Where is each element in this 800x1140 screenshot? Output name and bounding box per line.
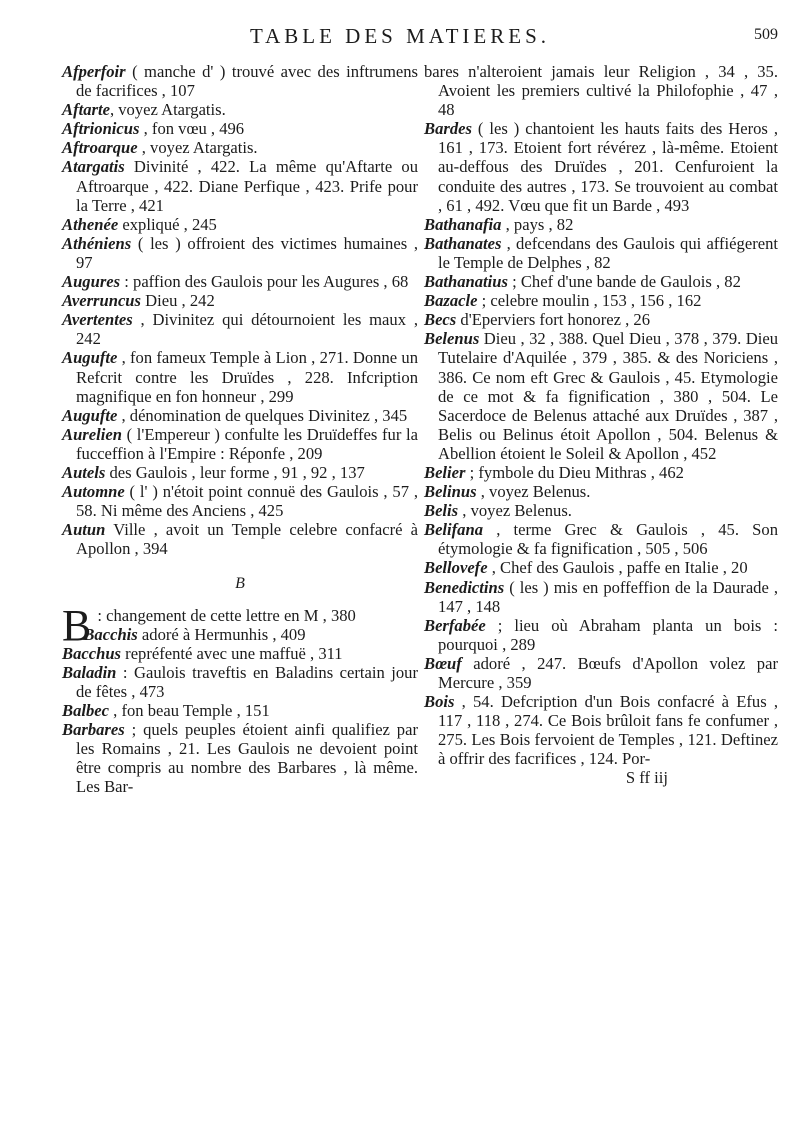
index-entry bbox=[62, 520, 418, 558]
index-entry bbox=[424, 119, 778, 214]
entry-text: , voyez Atargatis. bbox=[109, 100, 226, 120]
entry-text: ( les ) offroient des victimes humaines , 97 bbox=[76, 233, 418, 272]
entry-text: Dieu , 242 bbox=[141, 291, 215, 311]
index-entry bbox=[62, 348, 418, 405]
index-entry bbox=[62, 234, 418, 272]
entry-headword: Bellovefe bbox=[424, 558, 488, 578]
entry-headword: Becs bbox=[424, 310, 457, 330]
entry-text: , fon vœu , 496 bbox=[139, 119, 245, 139]
index-entry bbox=[424, 616, 778, 654]
page-header bbox=[0, 24, 800, 56]
entry-headword: Bacchis bbox=[83, 624, 138, 644]
index-entry bbox=[62, 215, 418, 234]
entry-headword: Barbares bbox=[62, 720, 125, 740]
index-entry bbox=[62, 625, 418, 644]
entry-headword: Baladin bbox=[62, 662, 117, 682]
left-entries-b bbox=[62, 625, 418, 797]
entry-text: expliqué , 245 bbox=[118, 214, 217, 234]
entry-text: ; quels peuples étoient ainfi qualifiez par les Romains , 21. Les Gaulois ne devoient point être compris au nombre des Barbares , là même. Les Bar- bbox=[76, 720, 418, 797]
index-entry bbox=[62, 291, 418, 310]
entry-text: des Gaulois , leur forme , 91 , 92 , 137 bbox=[105, 462, 365, 482]
entry-headword: Bœuf bbox=[424, 653, 462, 673]
entry-headword: Belifana bbox=[424, 520, 484, 540]
left-column bbox=[62, 62, 418, 796]
entry-text: , voyez Atargatis. bbox=[137, 138, 258, 158]
entry-text: , Divinitez qui détournoient les maux , 242 bbox=[76, 310, 418, 349]
index-entry bbox=[62, 663, 418, 701]
index-entry bbox=[424, 310, 778, 329]
entry-text: adoré , 247. Bœufs d'Apollon volez par Mercure , 359 bbox=[438, 653, 778, 692]
index-entry bbox=[424, 482, 778, 501]
index-entry bbox=[424, 692, 778, 768]
entry-text: ; lieu où Abraham planta un bois : pourquoi , 289 bbox=[438, 615, 778, 654]
index-entry bbox=[424, 558, 778, 577]
index-entry bbox=[424, 501, 778, 520]
index-entry bbox=[62, 406, 418, 425]
entry-text: , voyez Belenus. bbox=[458, 501, 572, 521]
entry-headword: Autels bbox=[62, 462, 106, 482]
entry-text: ; celebre moulin , 153 , 156 , 162 bbox=[477, 291, 702, 311]
entry-text: , fon fameux Temple à Lion , 271. Donne un Refcrit contre les Druïdes , 228. Infcription magnifique en fon honneur , 299 bbox=[76, 348, 418, 406]
right-entries bbox=[424, 62, 778, 768]
entry-text: , pays , 82 bbox=[501, 214, 574, 234]
right-column bbox=[424, 62, 778, 788]
entry-text: , fon beau Temple , 151 bbox=[109, 701, 270, 720]
entry-headword: Bathanates bbox=[424, 233, 502, 253]
index-entry bbox=[424, 654, 778, 692]
entry-text: bares n'alteroient jamais leur Religion , 34 , 35. Avoient les premiers cultivé la Philofophie , 47 , 48 bbox=[424, 62, 778, 120]
index-entry bbox=[424, 578, 778, 616]
index-entry bbox=[424, 62, 778, 119]
entry-headword: Automne bbox=[62, 482, 125, 502]
entry-headword: Belier bbox=[424, 462, 466, 482]
running-title: TABLE DES MATIERES. bbox=[249, 24, 551, 48]
entry-text: , Chef des Gaulois , paffe en Italie , 20 bbox=[487, 558, 748, 578]
entry-headword: Augufte bbox=[62, 405, 118, 425]
index-entry bbox=[62, 62, 418, 100]
index-entry bbox=[62, 272, 418, 291]
entry-headword: Belenus bbox=[424, 329, 480, 349]
entry-headword: Bardes bbox=[424, 119, 472, 139]
index-entry bbox=[62, 701, 418, 720]
entry-text: , defcendans des Gaulois qui affiégerent le Temple de Delphes , 82 bbox=[438, 233, 778, 272]
entry-headword: Bathanatius bbox=[424, 272, 508, 292]
index-entry bbox=[424, 520, 778, 558]
index-entry bbox=[62, 100, 418, 119]
entry-text: repréfenté avec une maffuë , 311 bbox=[121, 643, 343, 663]
entry-headword: Aftroarque bbox=[62, 138, 138, 158]
entry-text: Ville , avoit un Temple celebre confacré à Apollon , 394 bbox=[76, 520, 418, 559]
entry-text: ( les ) chantoient les hauts faits des Heros , 161 , 173. Etoient fort révérez , là-même. Etoient au-deffous des Druïdes , 201. Cenfuroient la conduite des autres , 173. Se trouvoient au combat , 61 , 492. Vœu que fit un Barde , 493 bbox=[438, 119, 778, 215]
entry-headword: Belinus bbox=[424, 482, 477, 502]
entry-text: ( les ) mis en poffeffion de la Daurade , 147 , 148 bbox=[438, 577, 778, 616]
index-entry bbox=[62, 138, 418, 157]
entry-headword: Athéniens bbox=[62, 233, 132, 253]
signature-mark: S ff iij bbox=[625, 768, 668, 788]
entry-headword: Atargatis bbox=[62, 157, 125, 177]
drop-cap: B bbox=[62, 600, 92, 650]
entry-text: ( manche d' ) trouvé avec des inftrumens de facrifices , 107 bbox=[76, 62, 418, 101]
entry-headword: Berfabée bbox=[424, 615, 486, 635]
index-entry bbox=[424, 329, 778, 463]
entry-headword: Athenée bbox=[62, 214, 119, 234]
entry-text: Divinité , 422. La même qu'Aftarte ou Aftroarque , 422. Diane Perfique , 423. Prife pour la Terre , 421 bbox=[76, 157, 418, 215]
entry-headword: Bois bbox=[424, 692, 455, 712]
index-entry bbox=[62, 157, 418, 214]
entry-headword: Bathanafia bbox=[424, 214, 502, 234]
entry-text: adoré à Hermunhis , 409 bbox=[137, 624, 306, 644]
dropcap-text: : changement de cette lettre en M , 380 bbox=[97, 605, 356, 625]
page-number: 509 bbox=[754, 26, 778, 43]
entry-headword: Aftarte bbox=[62, 100, 110, 120]
entry-headword: Augufte bbox=[62, 348, 118, 368]
section-letter: B bbox=[235, 575, 245, 593]
entry-text: , terme Grec & Gaulois , 45. Son étymologie & fa fignification , 505 , 506 bbox=[438, 520, 778, 559]
entry-headword: Aurelien bbox=[62, 424, 122, 444]
entry-headword: Belis bbox=[424, 501, 459, 521]
entry-headword: Bacchus bbox=[62, 643, 122, 663]
index-entry bbox=[424, 272, 778, 291]
index-entry bbox=[62, 644, 418, 663]
entry-headword: Aftrionicus bbox=[62, 119, 140, 139]
entry-headword: Afperfoir bbox=[62, 62, 126, 81]
index-entry bbox=[424, 234, 778, 272]
entry-text: ; fymbole du Dieu Mithras , 462 bbox=[465, 462, 684, 482]
index-entry bbox=[62, 425, 418, 463]
index-entry bbox=[62, 720, 418, 796]
entry-headword: Benedictins bbox=[424, 577, 505, 597]
index-entry bbox=[424, 215, 778, 234]
entry-text: ; Chef d'une bande de Gaulois , 82 bbox=[507, 272, 741, 292]
index-entry bbox=[62, 119, 418, 138]
entry-headword: Averruncus bbox=[62, 291, 141, 311]
index-entry bbox=[424, 291, 778, 310]
left-entries bbox=[62, 62, 418, 558]
entry-text: ( l'Empereur ) confulte les Druïdeffes fur la fucceffion à l'Empire : Réponfe , 209 bbox=[76, 424, 418, 463]
entry-text: , voyez Belenus. bbox=[476, 482, 591, 502]
entry-text: ( l' ) n'étoit point connuë des Gaulois , 57 , 58. Ni même des Anciens , 425 bbox=[76, 482, 418, 521]
index-entry bbox=[62, 482, 418, 520]
entry-text: , 54. Defcription d'un Bois confacré à Efus , 117 , 118 , 274. Ce Bois brûloit fans fe confumer , 275. Les Bois fervoient de Temples , 121. Deftinez à offrir des facrifices , 124. Por- bbox=[438, 692, 778, 769]
index-entry bbox=[62, 463, 418, 482]
entry-headword: Augures bbox=[62, 272, 121, 292]
entry-text: , dénomination de quelques Divinitez , 345 bbox=[117, 405, 408, 425]
entry-headword: Avertentes bbox=[62, 310, 133, 330]
entry-text: : paffion des Gaulois pour les Augures , 68 bbox=[120, 272, 409, 292]
entry-text: Dieu , 32 , 388. Quel Dieu , 378 , 379. Dieu Tutelaire d'Aquilée , 379 , 385. & des Noriciens , 386. Ce nom eft Grec & Gaulois , 45. Etymologie de ce mot & fa fignification , 380 , 504. Le Sacerdoce de Belenus attaché aux Druïdes , 387 , Belis ou Belinus étoit Apollon , 504. Belenus & Abellion étoient le Soleil & Apollon , 452 bbox=[438, 329, 778, 463]
entry-headword: Balbec bbox=[62, 701, 110, 720]
entry-headword: Bazacle bbox=[424, 291, 478, 311]
entry-text: d'Eperviers fort honorez , 26 bbox=[456, 310, 651, 330]
entry-text: : Gaulois traveftis en Baladins certain jour de fêtes , 473 bbox=[76, 662, 418, 701]
entry-headword: Autun bbox=[62, 520, 106, 540]
index-entry bbox=[424, 463, 778, 482]
index-entry bbox=[62, 310, 418, 348]
